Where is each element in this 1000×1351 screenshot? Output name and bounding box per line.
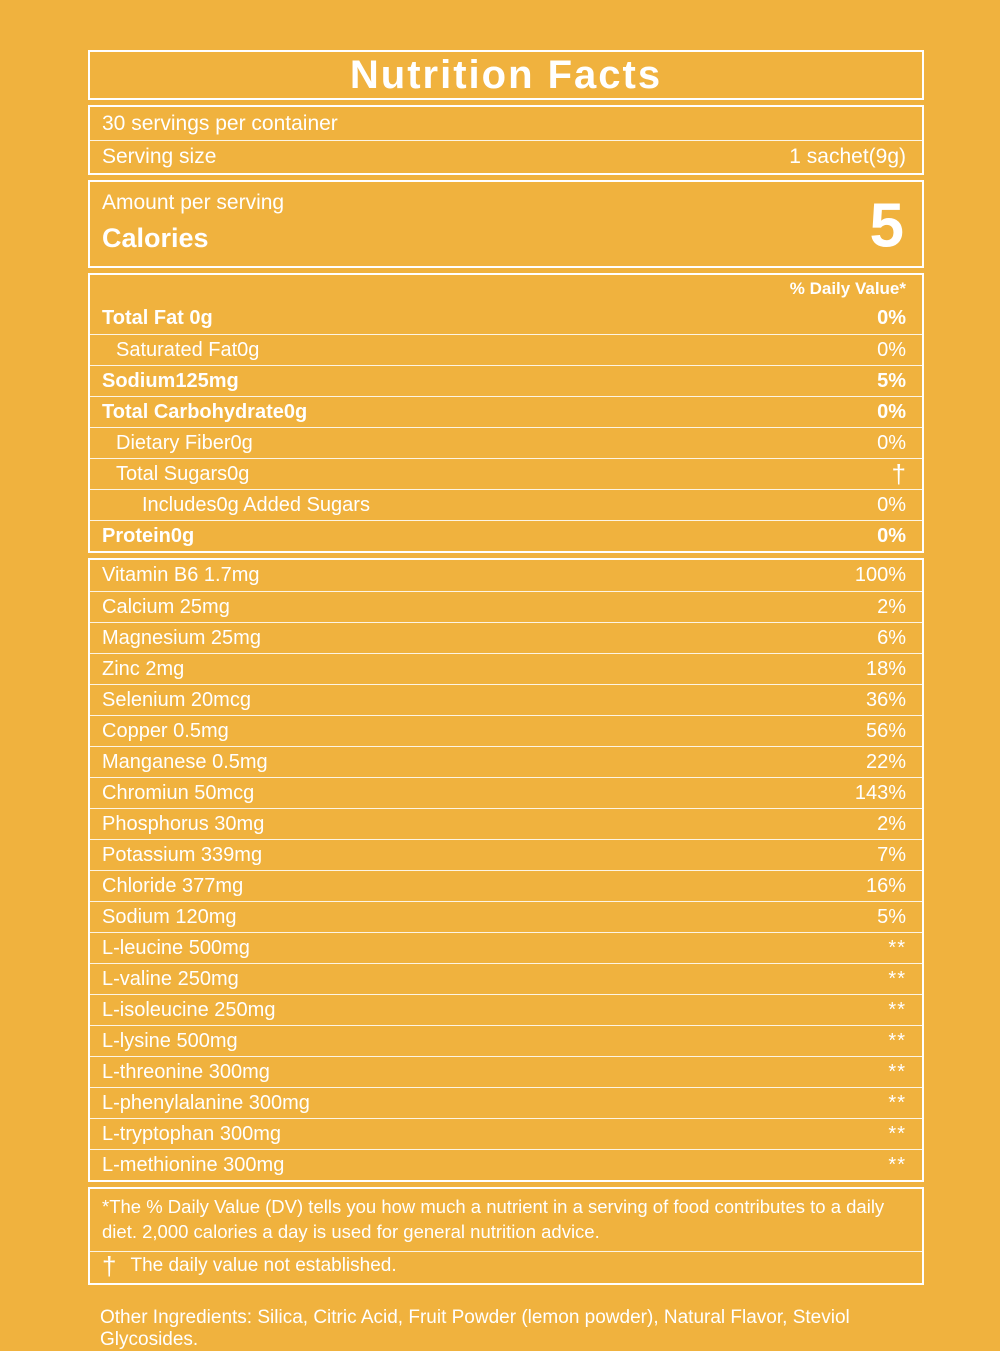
nutrient-row: [90, 396, 922, 427]
nutrient-label: Copper 0.5mg: [102, 719, 229, 742]
nutrient-label: L-tryptophan 300mg: [102, 1122, 282, 1145]
nutrient-row: [90, 1118, 922, 1149]
nutrient-row: [90, 715, 922, 746]
nutrient-daily-value: **: [888, 1091, 906, 1114]
nutrient-row: [90, 932, 922, 963]
nutrient-row: [90, 746, 922, 777]
nutrient-daily-value: 36%: [865, 688, 906, 711]
nutrient-label: Total Carbohydrate0g: [102, 400, 308, 423]
nutrient-daily-value: †: [891, 459, 906, 489]
nutrient-label: Magnesium 25mg: [102, 626, 261, 649]
nutrient-daily-value: 100%: [854, 564, 906, 586]
nutrient-label: Chromiun 50mcg: [102, 781, 255, 804]
nutrient-row: [90, 365, 922, 396]
nutrient-label: L-lysine 500mg: [102, 1029, 238, 1052]
footnotes-box: [88, 1187, 924, 1285]
amount-per-serving-label: Amount per serving: [102, 191, 285, 214]
nutrient-label: L-isoleucine 250mg: [102, 998, 276, 1021]
nutrient-row: [90, 901, 922, 932]
nutrient-label: L-phenylalanine 300mg: [102, 1091, 310, 1114]
calories-value: 5: [869, 191, 904, 261]
nutrient-label: Phosphorus 30mg: [102, 812, 265, 835]
nutrient-row: [90, 458, 922, 489]
servings-box: [88, 105, 924, 175]
nutrient-label: Saturated Fat0g: [116, 338, 260, 361]
nutrient-daily-value: 0%: [877, 307, 906, 329]
nutrient-row: [90, 870, 922, 901]
nutrient-row: [90, 560, 922, 591]
nutrient-label: Includes0g Added Sugars: [142, 493, 370, 516]
nutrient-row: [90, 622, 922, 653]
nutrient-label: Calcium 25mg: [102, 595, 230, 618]
nutrient-daily-value: **: [888, 1122, 906, 1145]
dagger-footnote-row: [90, 1251, 922, 1283]
nutrient-label: Chloride 377mg: [102, 874, 244, 897]
nutrient-daily-value: **: [888, 1153, 906, 1176]
nutrient-daily-value: 2%: [877, 595, 906, 618]
nutrient-label: L-valine 250mg: [102, 967, 239, 990]
nutrient-row: [90, 994, 922, 1025]
serving-size-row: [90, 140, 922, 173]
macro-nutrients-table: [88, 273, 924, 553]
nutrient-daily-value: 16%: [865, 874, 906, 897]
nutrient-label: Vitamin B6 1.7mg: [102, 564, 260, 586]
nutrient-daily-value: 18%: [865, 657, 906, 680]
nutrient-row: [90, 520, 922, 551]
nutrient-daily-value: 0%: [877, 400, 906, 423]
nutrient-daily-value: 22%: [865, 750, 906, 773]
nutrient-row: [90, 653, 922, 684]
nutrient-row: [90, 839, 922, 870]
dagger-icon: †: [102, 1251, 117, 1281]
nutrient-label: Total Sugars0g: [116, 462, 250, 485]
macro-rows-container: [90, 303, 922, 551]
nutrient-daily-value: 5%: [877, 905, 906, 928]
nutrient-row: [90, 777, 922, 808]
label-title: Nutrition Facts: [349, 52, 663, 97]
nutrient-daily-value: **: [888, 1029, 906, 1052]
nutrient-row: [90, 684, 922, 715]
nutrient-row: [90, 591, 922, 622]
nutrient-row: [90, 427, 922, 458]
nutrient-label: Sodium125mg: [102, 369, 239, 392]
nutrient-label: Manganese 0.5mg: [102, 750, 268, 773]
nutrient-row: [90, 1087, 922, 1118]
nutrient-row: [90, 334, 922, 365]
dagger-footnote-text: The daily value not established.: [130, 1255, 397, 1276]
nutrient-daily-value: 0%: [877, 493, 906, 516]
nutrient-label: Protein0g: [102, 524, 195, 547]
servings-per-container-row: [90, 107, 922, 140]
nutrient-daily-value: **: [888, 967, 906, 990]
nutrient-daily-value: 0%: [877, 431, 906, 454]
calories-box: [88, 180, 924, 268]
daily-value-footnote: *The % Daily Value (DV) tells you how much a nutrient in a serving of food contributes to a daily diet. 2,000 calories a day is used for general nutrition advice.: [102, 1196, 885, 1242]
micro-nutrients-table: [88, 558, 924, 1182]
nutrient-label: Dietary Fiber0g: [116, 431, 253, 454]
nutrient-label: L-threonine 300mg: [102, 1060, 270, 1083]
nutrient-daily-value: 2%: [877, 812, 906, 835]
nutrient-daily-value: **: [888, 936, 906, 959]
nutrient-daily-value: **: [888, 998, 906, 1021]
nutrient-daily-value: 0%: [877, 524, 906, 547]
nutrient-daily-value: 7%: [877, 843, 906, 866]
nutrient-label: L-leucine 500mg: [102, 936, 250, 959]
micro-rows-container: [90, 560, 922, 1180]
nutrient-label: Zinc 2mg: [102, 657, 185, 680]
nutrient-label: Potassium 339mg: [102, 843, 263, 866]
servings-per-container-text: 30 servings per container: [102, 111, 338, 135]
nutrient-row: [90, 303, 922, 334]
nutrient-daily-value: **: [888, 1060, 906, 1083]
nutrient-daily-value: 56%: [865, 719, 906, 742]
nutrient-row: [90, 489, 922, 520]
nutrient-label: Total Fat 0g: [102, 307, 213, 329]
serving-size-label: Serving size: [102, 145, 217, 168]
nutrient-row: [90, 1149, 922, 1180]
nutrient-row: [90, 963, 922, 994]
nutrient-row: [90, 1025, 922, 1056]
nutrient-daily-value: 6%: [877, 626, 906, 649]
nutrition-facts-label: [88, 50, 924, 1351]
nutrient-daily-value: 5%: [877, 369, 906, 392]
serving-size-value: 1 sachet(9g): [789, 145, 906, 168]
nutrient-label: Sodium 120mg: [102, 905, 237, 928]
title-box: [88, 50, 924, 100]
nutrient-label: L-methionine 300mg: [102, 1153, 285, 1176]
nutrient-row: [90, 808, 922, 839]
nutrient-row: [90, 1056, 922, 1087]
calories-label: Calories: [102, 223, 209, 253]
daily-value-header: % Daily Value*: [789, 279, 906, 298]
nutrient-daily-value: 0%: [877, 338, 906, 361]
other-ingredients-text: Other Ingredients: Silica, Citric Acid, Fruit Powder (lemon powder), Natural Flavor, Steviol Glycosides.: [100, 1307, 850, 1350]
nutrient-daily-value: 143%: [854, 781, 906, 804]
nutrient-label: Selenium 20mcg: [102, 688, 251, 711]
